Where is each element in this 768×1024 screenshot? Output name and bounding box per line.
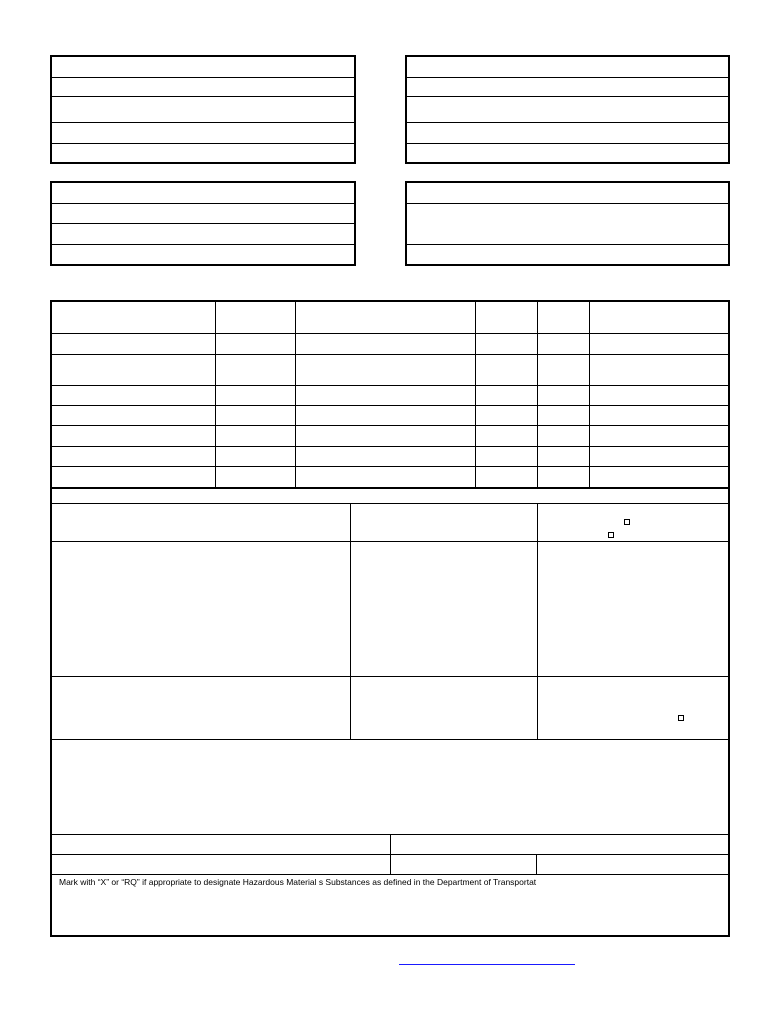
table-row [52,446,728,447]
link-underline[interactable] [399,964,575,965]
col-divider [295,302,296,488]
shipper-info-box [50,55,356,164]
col-divider [215,302,216,488]
col-divider [350,503,351,740]
row-divider [407,143,728,144]
section-divider [52,739,728,740]
received-checkbox[interactable] [678,715,684,721]
row-divider [52,874,728,875]
col-divider [537,503,538,740]
row-divider [52,541,728,542]
table-row [52,333,728,334]
table-row [52,354,728,355]
row-divider [52,77,354,78]
hazmat-footnote: Mark with “X” or “RQ” if appropriate to designate Hazardous Material s Substances as defined in the Department of Transportat [59,877,537,887]
row-divider [52,96,354,97]
prepaid-checkbox[interactable] [624,519,630,525]
row-divider [407,203,728,204]
table-row [52,466,728,467]
row-divider [407,96,728,97]
row-divider [52,122,354,123]
collect-checkbox[interactable] [608,532,614,538]
terms-section [52,503,728,740]
row-divider [52,676,728,677]
row-divider [52,203,354,204]
col-divider [390,834,391,874]
row-divider [407,77,728,78]
row-divider [52,244,354,245]
table-row [52,425,728,426]
row-divider [407,122,728,123]
col-divider [537,302,538,488]
consignee-info-box [405,55,730,164]
table-row [52,405,728,406]
signature-section [52,834,728,874]
carrier-info-box [50,181,356,266]
section-divider [52,487,728,489]
col-divider [589,302,590,488]
main-form [50,300,730,937]
row-divider [52,143,354,144]
col-divider [536,854,537,874]
row-divider [407,244,728,245]
items-table [52,302,728,488]
row-divider [52,223,354,224]
table-row [52,385,728,386]
col-divider [475,302,476,488]
bill-info-box [405,181,730,266]
